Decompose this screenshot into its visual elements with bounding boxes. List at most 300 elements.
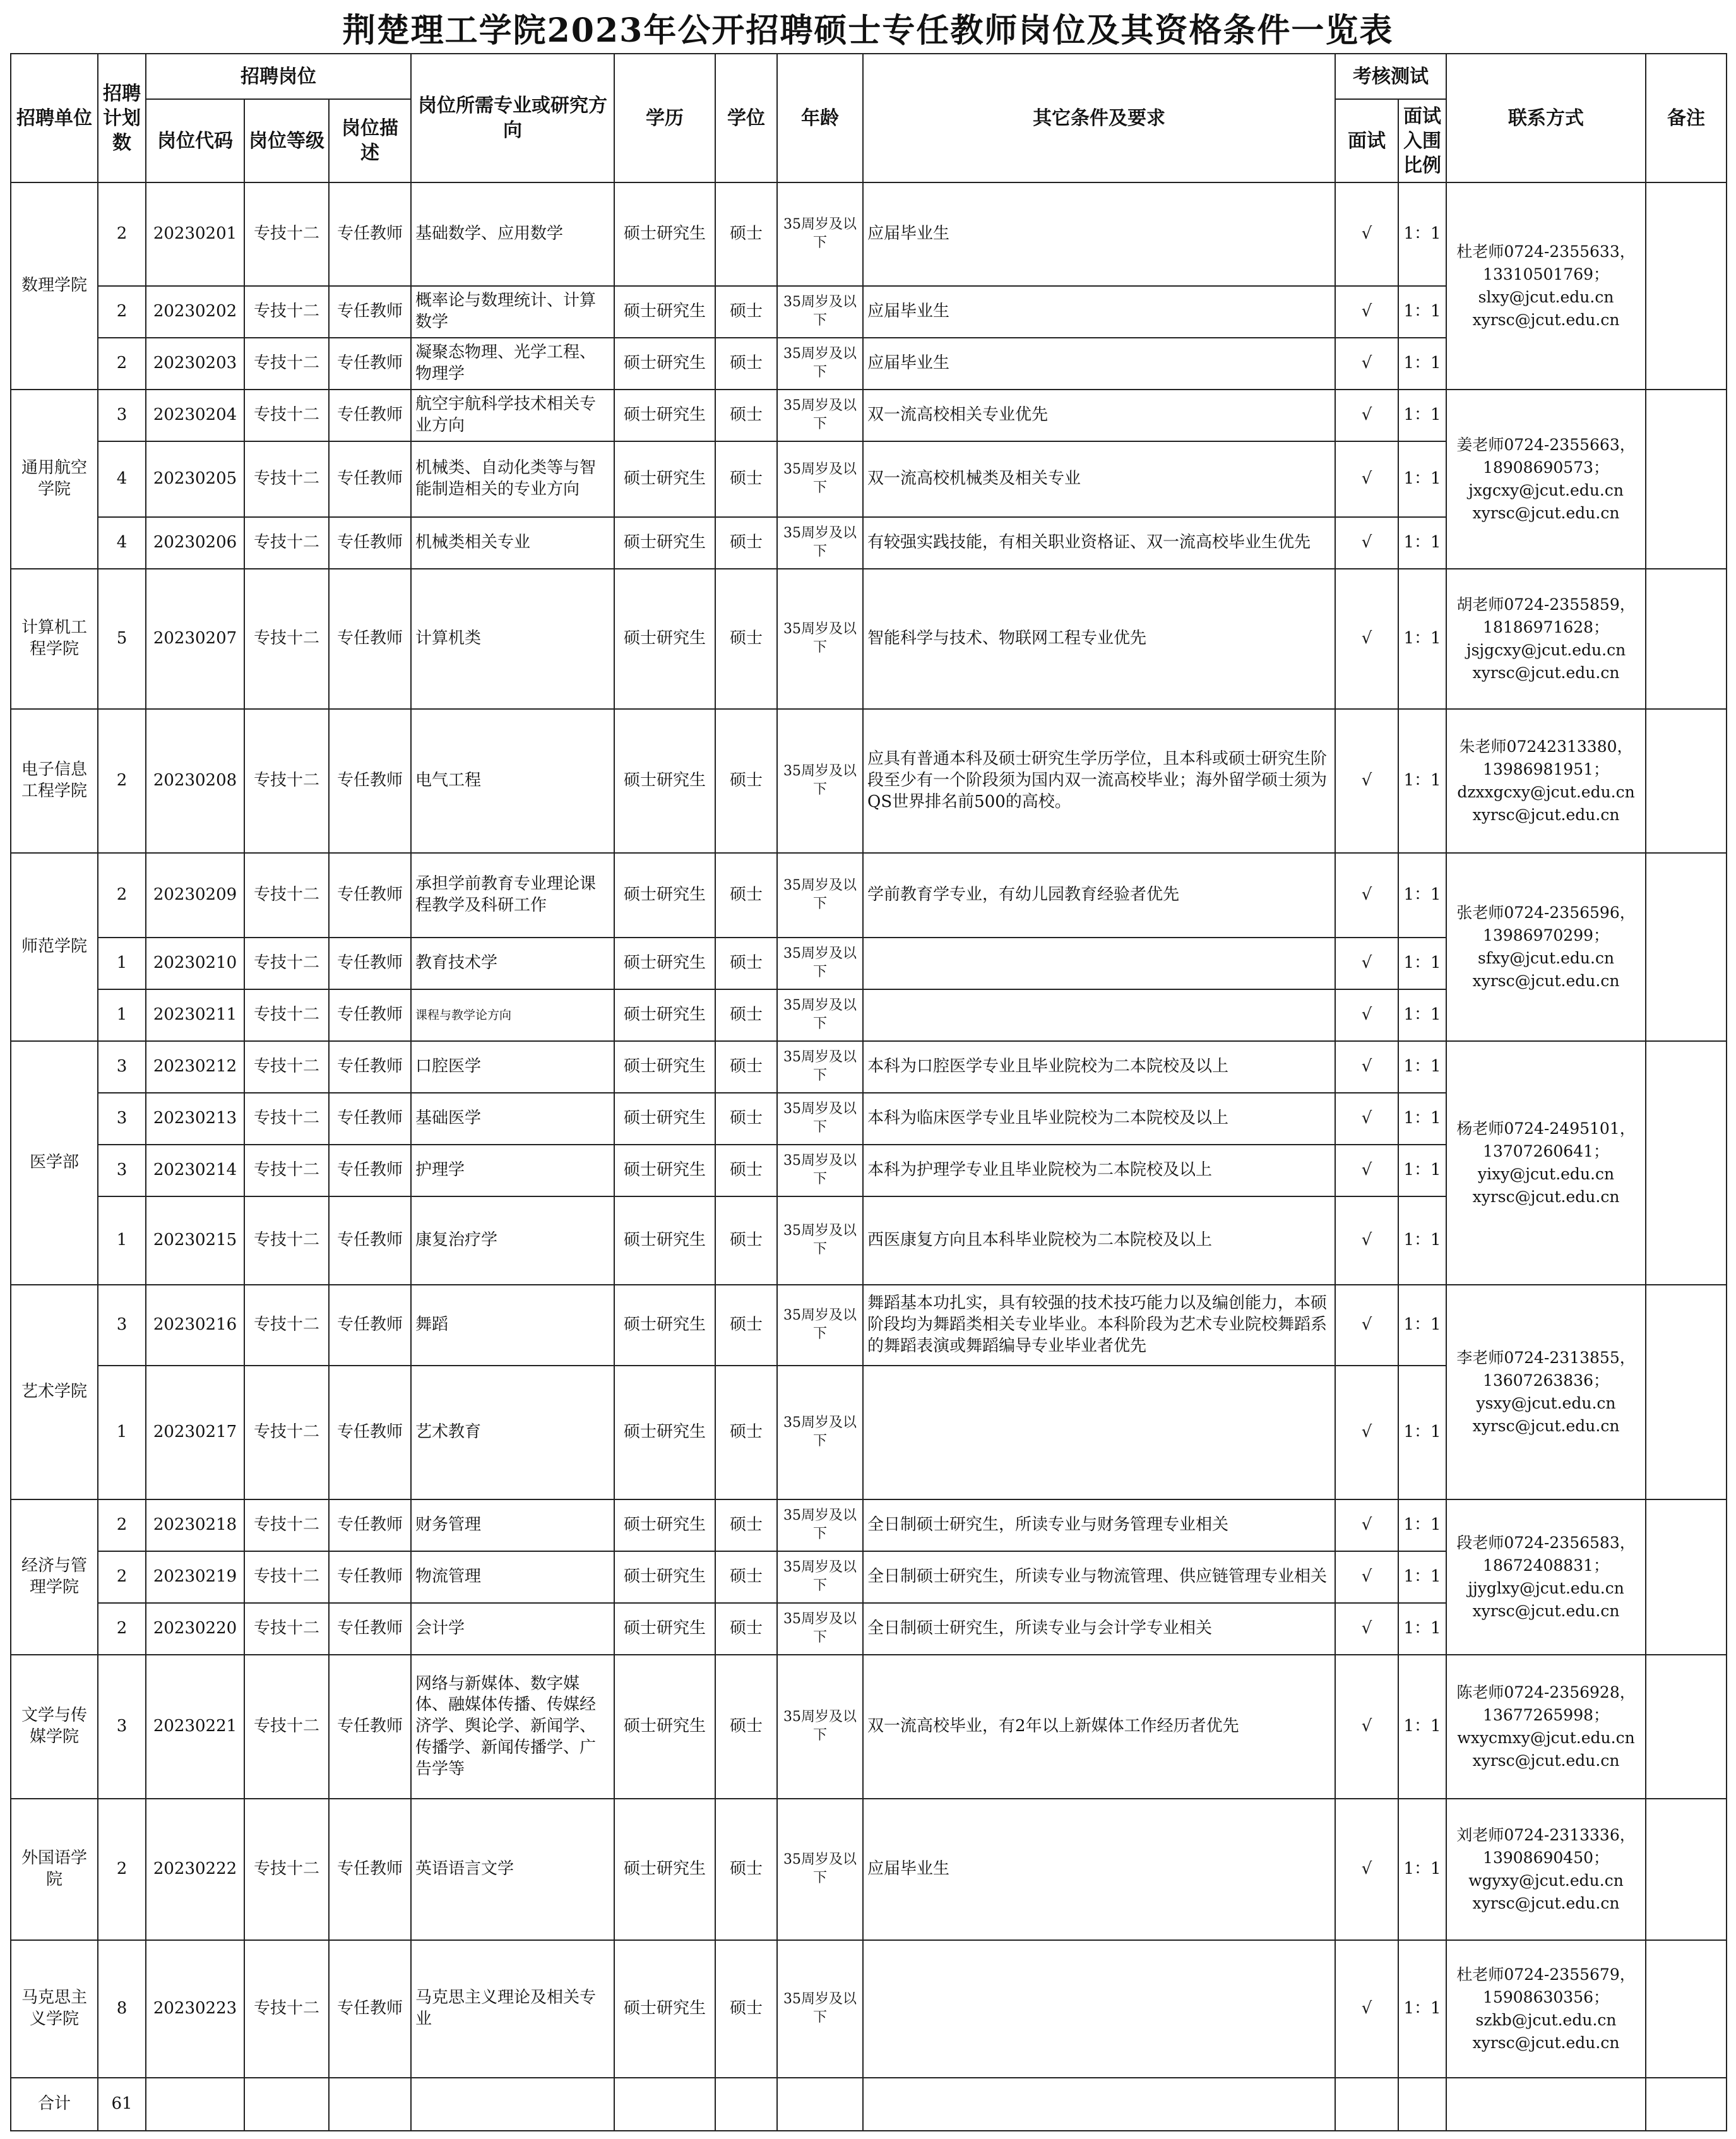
required-major: 英语语言文学 — [411, 1799, 614, 1940]
degree: 硕士 — [715, 1655, 777, 1799]
other-requirements: 应届毕业生 — [863, 182, 1335, 286]
plan-count: 2 — [98, 1551, 146, 1603]
post-desc: 专任教师 — [329, 441, 411, 517]
degree: 硕士 — [715, 709, 777, 853]
interview-check: √ — [1335, 1366, 1398, 1499]
table-row — [11, 1655, 1727, 1799]
age-limit: 35周岁及以下 — [777, 286, 863, 338]
plan-count: 5 — [98, 569, 146, 709]
table-row — [11, 390, 1727, 441]
plan-count: 3 — [98, 1285, 146, 1366]
empty-cell — [411, 2078, 614, 2131]
other-requirements: 全日制硕士研究生，所读专业与会计学专业相关 — [863, 1603, 1335, 1655]
contact-line: 姜老师0724-2355663， — [1456, 435, 1636, 454]
interview-ratio: 1：1 — [1398, 1285, 1446, 1366]
interview-ratio: 1：1 — [1398, 1041, 1446, 1093]
other-requirements — [863, 1940, 1335, 2078]
required-major: 康复治疗学 — [411, 1196, 614, 1285]
contact-line: 杨老师0724-2495101， — [1456, 1119, 1636, 1138]
interview-ratio: 1：1 — [1398, 441, 1446, 517]
education: 硕士研究生 — [614, 441, 715, 517]
post-desc: 专任教师 — [329, 517, 411, 569]
interview-ratio: 1：1 — [1398, 1145, 1446, 1196]
post-code: 20230220 — [146, 1603, 244, 1655]
post-code: 20230215 — [146, 1196, 244, 1285]
contact-line: 13908690450； — [1483, 1848, 1610, 1867]
post-code: 20230211 — [146, 989, 244, 1041]
post-code: 20230202 — [146, 286, 244, 338]
contact-line: jxgcxy@jcut.edu.cn — [1468, 481, 1624, 499]
contact-line: 陈老师0724-2356928， — [1456, 1683, 1636, 1701]
contact-line: jsjgcxy@jcut.edu.cn — [1466, 641, 1626, 659]
unit-name: 师范学院 — [11, 853, 98, 1041]
post-desc: 专任教师 — [329, 938, 411, 989]
interview-check: √ — [1335, 441, 1398, 517]
interview-ratio: 1：1 — [1398, 182, 1446, 286]
plan-count: 2 — [98, 1799, 146, 1940]
age-limit: 35周岁及以下 — [777, 853, 863, 938]
education: 硕士研究生 — [614, 938, 715, 989]
interview-ratio: 1：1 — [1398, 569, 1446, 709]
required-major: 概率论与数理统计、计算数学 — [411, 286, 614, 338]
post-code: 20230208 — [146, 709, 244, 853]
contact-line: xyrsc@jcut.edu.cn — [1472, 972, 1620, 991]
contact-line: 13986970299； — [1483, 926, 1610, 944]
post-level: 专技十二 — [244, 709, 329, 853]
plan-count: 3 — [98, 390, 146, 441]
header-age: 年龄 — [777, 54, 863, 182]
post-level: 专技十二 — [244, 853, 329, 938]
post-desc: 专任教师 — [329, 1196, 411, 1285]
degree: 硕士 — [715, 1940, 777, 2078]
header-degree: 学位 — [715, 54, 777, 182]
table-row — [11, 1940, 1727, 2078]
total-value: 61 — [98, 2078, 146, 2131]
required-major: 基础数学、应用数学 — [411, 182, 614, 286]
age-limit: 35周岁及以下 — [777, 709, 863, 853]
other-requirements: 应届毕业生 — [863, 338, 1335, 390]
plan-count: 3 — [98, 1145, 146, 1196]
plan-count: 3 — [98, 1041, 146, 1093]
post-level: 专技十二 — [244, 1285, 329, 1366]
other-requirements: 双一流高校毕业，有2年以上新媒体工作经历者优先 — [863, 1655, 1335, 1799]
unit-name: 马克思主义学院 — [11, 1940, 98, 2078]
post-level: 专技十二 — [244, 286, 329, 338]
empty-cell — [777, 2078, 863, 2131]
contact-line: 13677265998； — [1483, 1705, 1610, 1724]
required-major: 机械类相关专业 — [411, 517, 614, 569]
interview-check: √ — [1335, 1499, 1398, 1551]
contact-line: xyrsc@jcut.edu.cn — [1472, 1188, 1620, 1207]
other-requirements: 全日制硕士研究生，所读专业与物流管理、供应链管理专业相关 — [863, 1551, 1335, 1603]
plan-count: 8 — [98, 1940, 146, 2078]
post-desc: 专任教师 — [329, 709, 411, 853]
post-desc: 专任教师 — [329, 853, 411, 938]
degree: 硕士 — [715, 390, 777, 441]
degree: 硕士 — [715, 1145, 777, 1196]
age-limit: 35周岁及以下 — [777, 1499, 863, 1551]
header-major: 岗位所需专业或研究方向 — [411, 54, 614, 182]
required-major: 舞蹈 — [411, 1285, 614, 1366]
contact-line: xyrsc@jcut.edu.cn — [1472, 806, 1620, 825]
contact-line: 15908630356； — [1483, 1987, 1610, 2006]
age-limit: 35周岁及以下 — [777, 182, 863, 286]
interview-check: √ — [1335, 989, 1398, 1041]
header-level: 岗位等级 — [244, 99, 329, 182]
post-desc: 专任教师 — [329, 569, 411, 709]
degree: 硕士 — [715, 853, 777, 938]
degree: 硕士 — [715, 1196, 777, 1285]
remark-cell — [1646, 390, 1727, 569]
other-requirements: 本科为临床医学专业且毕业院校为二本院校及以上 — [863, 1093, 1335, 1145]
contact-info — [1446, 1041, 1646, 1285]
interview-check: √ — [1335, 1145, 1398, 1196]
education: 硕士研究生 — [614, 1799, 715, 1940]
unit-name: 医学部 — [11, 1041, 98, 1285]
required-major: 教育技术学 — [411, 938, 614, 989]
education: 硕士研究生 — [614, 709, 715, 853]
post-code: 20230205 — [146, 441, 244, 517]
contact-line: jjyglxy@jcut.edu.cn — [1468, 1579, 1624, 1597]
interview-check: √ — [1335, 1285, 1398, 1366]
degree: 硕士 — [715, 286, 777, 338]
post-level: 专技十二 — [244, 1655, 329, 1799]
post-level: 专技十二 — [244, 517, 329, 569]
post-level: 专技十二 — [244, 390, 329, 441]
education: 硕士研究生 — [614, 1145, 715, 1196]
table-row — [11, 1285, 1727, 1366]
contact-line: ysxy@jcut.edu.cn — [1476, 1394, 1616, 1412]
degree: 硕士 — [715, 338, 777, 390]
post-level: 专技十二 — [244, 569, 329, 709]
post-code: 20230206 — [146, 517, 244, 569]
post-level: 专技十二 — [244, 938, 329, 989]
contact-line: xyrsc@jcut.edu.cn — [1472, 1751, 1620, 1770]
post-code: 20230204 — [146, 390, 244, 441]
age-limit: 35周岁及以下 — [777, 338, 863, 390]
required-major: 艺术教育 — [411, 1366, 614, 1499]
post-level: 专技十二 — [244, 1551, 329, 1603]
post-level: 专技十二 — [244, 1799, 329, 1940]
post-code: 20230203 — [146, 338, 244, 390]
degree: 硕士 — [715, 989, 777, 1041]
post-desc: 专任教师 — [329, 1940, 411, 2078]
required-major: 凝聚态物理、光学工程、物理学 — [411, 338, 614, 390]
interview-check: √ — [1335, 938, 1398, 989]
contact-line: sfxy@jcut.edu.cn — [1477, 949, 1615, 967]
post-level: 专技十二 — [244, 1499, 329, 1551]
table-row — [11, 1499, 1727, 1551]
interview-check: √ — [1335, 1041, 1398, 1093]
contact-info — [1446, 853, 1646, 1041]
post-code: 20230210 — [146, 938, 244, 989]
interview-check: √ — [1335, 1655, 1398, 1799]
age-limit: 35周岁及以下 — [777, 1551, 863, 1603]
education: 硕士研究生 — [614, 989, 715, 1041]
contact-line: xyrsc@jcut.edu.cn — [1472, 1602, 1620, 1621]
required-major: 基础医学 — [411, 1093, 614, 1145]
interview-ratio: 1：1 — [1398, 1499, 1446, 1551]
degree: 硕士 — [715, 1799, 777, 1940]
other-requirements: 应届毕业生 — [863, 1799, 1335, 1940]
post-level: 专技十二 — [244, 1041, 329, 1093]
contact-line: 13986981951； — [1483, 760, 1610, 778]
post-code: 20230213 — [146, 1093, 244, 1145]
table-row — [11, 1041, 1727, 1093]
contact-info — [1446, 1940, 1646, 2078]
header-remark: 备注 — [1646, 54, 1727, 182]
contact-line: 张老师0724-2356596， — [1456, 903, 1636, 922]
contact-info — [1446, 709, 1646, 853]
header-plan: 招聘计划数 — [98, 54, 146, 182]
post-desc: 专任教师 — [329, 1655, 411, 1799]
interview-ratio: 1：1 — [1398, 1603, 1446, 1655]
empty-cell — [1398, 2078, 1446, 2131]
interview-ratio: 1：1 — [1398, 853, 1446, 938]
age-limit: 35周岁及以下 — [777, 441, 863, 517]
interview-check: √ — [1335, 709, 1398, 853]
post-code: 20230223 — [146, 1940, 244, 2078]
education: 硕士研究生 — [614, 338, 715, 390]
other-requirements: 应届毕业生 — [863, 286, 1335, 338]
plan-count: 1 — [98, 938, 146, 989]
contact-line: 胡老师0724-2355859， — [1456, 595, 1636, 614]
post-code: 20230209 — [146, 853, 244, 938]
required-major: 财务管理 — [411, 1499, 614, 1551]
other-requirements: 智能科学与技术、物联网工程专业优先 — [863, 569, 1335, 709]
interview-ratio: 1：1 — [1398, 517, 1446, 569]
empty-cell — [1446, 2078, 1646, 2131]
unit-name: 文学与传媒学院 — [11, 1655, 98, 1799]
header-interview: 面试 — [1335, 99, 1398, 182]
post-desc: 专任教师 — [329, 1041, 411, 1093]
plan-count: 4 — [98, 441, 146, 517]
plan-count: 2 — [98, 182, 146, 286]
plan-count: 2 — [98, 1499, 146, 1551]
post-code: 20230212 — [146, 1041, 244, 1093]
post-level: 专技十二 — [244, 1145, 329, 1196]
required-major: 护理学 — [411, 1145, 614, 1196]
remark-cell — [1646, 853, 1727, 1041]
table-row — [11, 853, 1727, 938]
other-requirements: 全日制硕士研究生，所读专业与财务管理专业相关 — [863, 1499, 1335, 1551]
required-major: 电气工程 — [411, 709, 614, 853]
empty-cell — [1335, 2078, 1398, 2131]
contact-line: xyrsc@jcut.edu.cn — [1472, 311, 1620, 330]
interview-check: √ — [1335, 1799, 1398, 1940]
contact-info — [1446, 1285, 1646, 1499]
post-desc: 专任教师 — [329, 1145, 411, 1196]
header-desc: 岗位描述 — [329, 99, 411, 182]
required-major: 网络与新媒体、数字媒体、融媒体传播、传媒经济学、舆论学、新闻学、传播学、新闻传播学、广告学等 — [411, 1655, 614, 1799]
contact-line: 李老师0724-2313855， — [1456, 1348, 1636, 1367]
education: 硕士研究生 — [614, 182, 715, 286]
interview-check: √ — [1335, 1093, 1398, 1145]
degree: 硕士 — [715, 938, 777, 989]
header-other: 其它条件及要求 — [863, 54, 1335, 182]
post-level: 专技十二 — [244, 182, 329, 286]
post-level: 专技十二 — [244, 1603, 329, 1655]
post-desc: 专任教师 — [329, 182, 411, 286]
contact-line: 18672408831； — [1483, 1556, 1610, 1575]
plan-count: 1 — [98, 1366, 146, 1499]
header-ratio: 面试入围比例 — [1398, 99, 1446, 182]
contact-info — [1446, 182, 1646, 390]
other-requirements: 双一流高校相关专业优先 — [863, 390, 1335, 441]
plan-count: 1 — [98, 1196, 146, 1285]
interview-check: √ — [1335, 517, 1398, 569]
contact-info — [1446, 1655, 1646, 1799]
education: 硕士研究生 — [614, 1366, 715, 1499]
interview-check: √ — [1335, 182, 1398, 286]
post-desc: 专任教师 — [329, 989, 411, 1041]
remark-cell — [1646, 569, 1727, 709]
degree: 硕士 — [715, 182, 777, 286]
required-major: 计算机类 — [411, 569, 614, 709]
post-level: 专技十二 — [244, 441, 329, 517]
empty-cell — [329, 2078, 411, 2131]
remark-cell — [1646, 1041, 1727, 1285]
total-row — [11, 2078, 1727, 2131]
contact-line: dzxxgcxy@jcut.edu.cn — [1457, 783, 1635, 801]
contact-line: 刘老师0724-2313336， — [1456, 1825, 1636, 1844]
education: 硕士研究生 — [614, 1285, 715, 1366]
post-level: 专技十二 — [244, 989, 329, 1041]
unit-name: 经济与管理学院 — [11, 1499, 98, 1655]
interview-check: √ — [1335, 1196, 1398, 1285]
other-requirements: 有较强实践技能，有相关职业资格证、双一流高校毕业生优先 — [863, 517, 1335, 569]
contact-info — [1446, 569, 1646, 709]
interview-check: √ — [1335, 338, 1398, 390]
degree: 硕士 — [715, 1499, 777, 1551]
post-desc: 专任教师 — [329, 1799, 411, 1940]
education: 硕士研究生 — [614, 853, 715, 938]
post-desc: 专任教师 — [329, 390, 411, 441]
post-desc: 专任教师 — [329, 1551, 411, 1603]
post-level: 专技十二 — [244, 338, 329, 390]
age-limit: 35周岁及以下 — [777, 1366, 863, 1499]
contact-line: xyrsc@jcut.edu.cn — [1472, 1894, 1620, 1913]
interview-ratio: 1：1 — [1398, 938, 1446, 989]
unit-name: 数理学院 — [11, 182, 98, 390]
post-desc: 专任教师 — [329, 1285, 411, 1366]
unit-name: 计算机工程学院 — [11, 569, 98, 709]
degree: 硕士 — [715, 1041, 777, 1093]
other-requirements — [863, 1366, 1335, 1499]
education: 硕士研究生 — [614, 517, 715, 569]
interview-check: √ — [1335, 1940, 1398, 2078]
other-requirements: 本科为护理学专业且毕业院校为二本院校及以上 — [863, 1145, 1335, 1196]
degree: 硕士 — [715, 1551, 777, 1603]
interview-ratio: 1：1 — [1398, 1196, 1446, 1285]
contact-line: 13707260641； — [1483, 1141, 1610, 1160]
age-limit: 35周岁及以下 — [777, 390, 863, 441]
empty-cell — [863, 2078, 1335, 2131]
table-row — [11, 709, 1727, 853]
post-code: 20230218 — [146, 1499, 244, 1551]
post-code: 20230221 — [146, 1655, 244, 1799]
interview-ratio: 1：1 — [1398, 1940, 1446, 2078]
contact-line: yixy@jcut.edu.cn — [1477, 1165, 1615, 1183]
age-limit: 35周岁及以下 — [777, 1603, 863, 1655]
contact-line: 18908690573； — [1483, 458, 1610, 477]
remark-cell — [1646, 1499, 1727, 1655]
recruitment-table — [10, 53, 1727, 2131]
post-desc: 专任教师 — [329, 338, 411, 390]
total-label: 合计 — [11, 2078, 98, 2131]
header-unit: 招聘单位 — [11, 54, 98, 182]
header-contact: 联系方式 — [1446, 54, 1646, 182]
remark-cell — [1646, 709, 1727, 853]
age-limit: 35周岁及以下 — [777, 1799, 863, 1940]
post-desc: 专任教师 — [329, 1093, 411, 1145]
plan-count: 3 — [98, 1655, 146, 1799]
interview-ratio: 1：1 — [1398, 390, 1446, 441]
contact-line: 13607263836； — [1483, 1371, 1610, 1390]
contact-line: 13310501769； — [1483, 265, 1610, 283]
remark-cell — [1646, 1285, 1727, 1499]
education: 硕士研究生 — [614, 1551, 715, 1603]
education: 硕士研究生 — [614, 390, 715, 441]
interview-check: √ — [1335, 390, 1398, 441]
interview-check: √ — [1335, 1551, 1398, 1603]
required-major: 会计学 — [411, 1603, 614, 1655]
education: 硕士研究生 — [614, 1603, 715, 1655]
header-code: 岗位代码 — [146, 99, 244, 182]
interview-ratio: 1：1 — [1398, 286, 1446, 338]
contact-line: wgyxy@jcut.edu.cn — [1468, 1871, 1624, 1890]
plan-count: 3 — [98, 1093, 146, 1145]
header-post: 招聘岗位 — [146, 54, 411, 99]
contact-line: xyrsc@jcut.edu.cn — [1472, 664, 1620, 682]
remark-cell — [1646, 1799, 1727, 1940]
contact-line: xyrsc@jcut.edu.cn — [1472, 1417, 1620, 1436]
required-major: 课程与教学论方向 — [411, 989, 614, 1041]
other-requirements: 应具有普通本科及硕士研究生学历学位，且本科或硕士研究生阶段至少有一个阶段须为国内双一流高校毕业；海外留学硕士须为QS世界排名前500的高校。 — [863, 709, 1335, 853]
contact-line: xyrsc@jcut.edu.cn — [1472, 504, 1620, 523]
age-limit: 35周岁及以下 — [777, 1655, 863, 1799]
plan-count: 2 — [98, 1603, 146, 1655]
remark-cell — [1646, 1940, 1727, 2078]
education: 硕士研究生 — [614, 1655, 715, 1799]
age-limit: 35周岁及以下 — [777, 1041, 863, 1093]
contact-line: 段老师0724-2356583， — [1456, 1533, 1636, 1552]
post-code: 20230214 — [146, 1145, 244, 1196]
post-desc: 专任教师 — [329, 1499, 411, 1551]
plan-count: 2 — [98, 286, 146, 338]
table-row — [11, 182, 1727, 286]
degree: 硕士 — [715, 1093, 777, 1145]
required-major: 口腔医学 — [411, 1041, 614, 1093]
unit-name: 艺术学院 — [11, 1285, 98, 1499]
education: 硕士研究生 — [614, 286, 715, 338]
education: 硕士研究生 — [614, 1093, 715, 1145]
other-requirements — [863, 938, 1335, 989]
interview-ratio: 1：1 — [1398, 1799, 1446, 1940]
required-major: 机械类、自动化类等与智能制造相关的专业方向 — [411, 441, 614, 517]
header-edu: 学历 — [614, 54, 715, 182]
education: 硕士研究生 — [614, 1940, 715, 2078]
interview-ratio: 1：1 — [1398, 989, 1446, 1041]
required-major: 承担学前教育专业理论课程教学及科研工作 — [411, 853, 614, 938]
other-requirements — [863, 989, 1335, 1041]
post-desc: 专任教师 — [329, 1366, 411, 1499]
required-major: 马克思主义理论及相关专业 — [411, 1940, 614, 2078]
contact-info — [1446, 390, 1646, 569]
required-major: 航空宇航科学技术相关专业方向 — [411, 390, 614, 441]
empty-cell — [715, 2078, 777, 2131]
age-limit: 35周岁及以下 — [777, 1196, 863, 1285]
